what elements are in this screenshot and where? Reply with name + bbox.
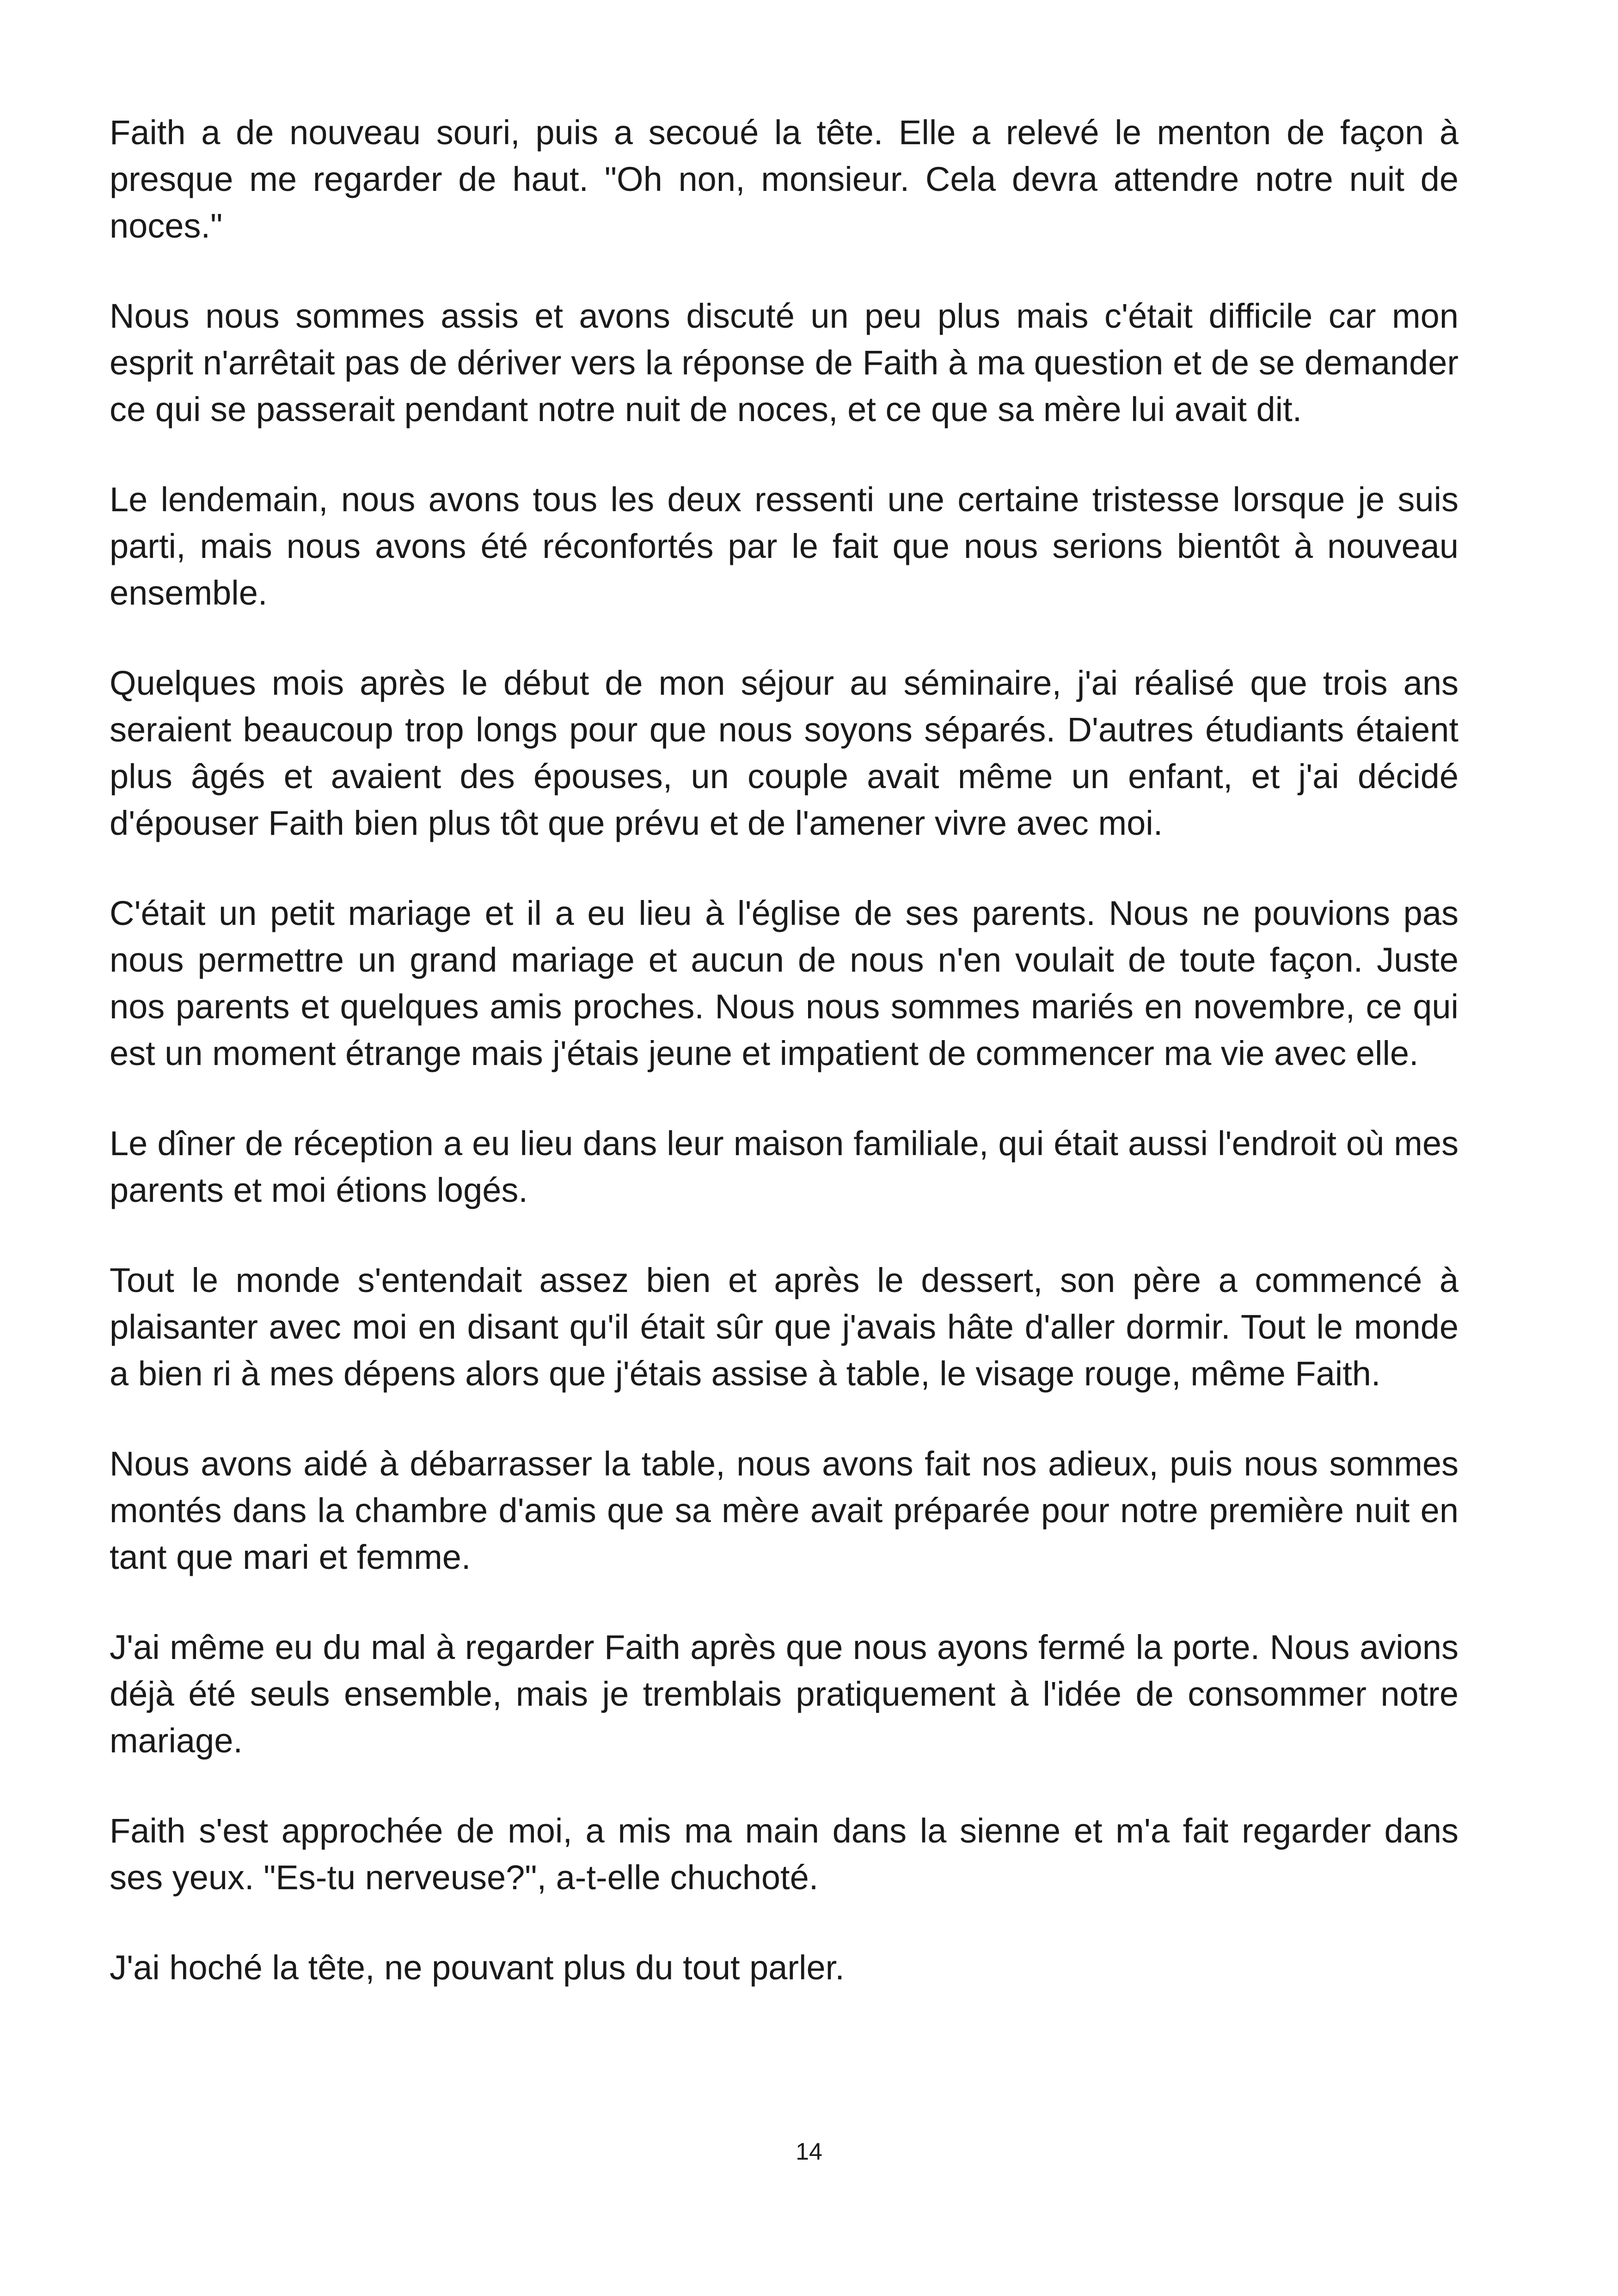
page-number: 14	[796, 2138, 822, 2165]
paragraph-10: Faith s'est approchée de moi, a mis ma main dans la sienne et m'a fait regarder dans ses yeux. "Es-tu nerveuse?", a-t-elle chuchoté.	[110, 1812, 1459, 1897]
paragraph-3: Le lendemain, nous avons tous les deux ressenti une certaine tristesse lorsque je suis parti, mais nous avons été réconfortés par le fait que nous serions bientôt à nouveau ensemble.	[110, 480, 1459, 612]
paragraph-8: Nous avons aidé à débarrasser la table, nous avons fait nos adieux, puis nous sommes montés dans la chambre d'amis que sa mère avait préparée pour notre première nuit en tant que mari et femme.	[110, 1445, 1459, 1576]
paragraph-4: Quelques mois après le début de mon séjour au séminaire, j'ai réalisé que trois ans seraient beaucoup trop longs pour que nous soyons séparés. D'autres étudiants étaient plus âgés et avaient des épouses, un couple avait même un enfant, et j'ai décidé d'épouser Faith bien plus tôt que prévu et de l'amener vivre avec moi.	[110, 664, 1459, 842]
paragraph-6: Le dîner de réception a eu lieu dans leur maison familiale, qui était aussi l'endroit où mes parents et moi étions logés.	[110, 1124, 1459, 1209]
paragraph-7: Tout le monde s'entendait assez bien et après le dessert, son père a commencé à plaisanter avec moi en disant qu'il était sûr que j'avais hâte d'aller dormir. Tout le monde a bien ri à mes dépens alors que j'étais assise à table, le visage rouge, même Faith.	[110, 1261, 1459, 1393]
paragraph-1: Faith a de nouveau souri, puis a secoué la tête. Elle a relevé le menton de façon à presque me regarder de haut. "Oh non, monsieur. Cela devra attendre notre nuit de noces."	[110, 113, 1459, 245]
paragraph-5: C'était un petit mariage et il a eu lieu à l'église de ses parents. Nous ne pouvions pas nous permettre un grand mariage et aucun de nous n'en voulait de toute façon. Juste nos parents et quelques amis proches. Nous nous sommes mariés en novembre, ce qui est un moment étrange mais j'étais jeune et impatient de commencer ma vie avec elle.	[110, 894, 1459, 1072]
paragraph-9: J'ai même eu du mal à regarder Faith après que nous ayons fermé la porte. Nous avions déjà été seuls ensemble, mais je tremblais pratiquement à l'idée de consommer notre mariage.	[110, 1628, 1459, 1760]
paragraph-2: Nous nous sommes assis et avons discuté un peu plus mais c'était difficile car mon esprit n'arrêtait pas de dériver vers la réponse de Faith à ma question et de se demander ce qui se passerait pendant notre nuit de noces, et ce que sa mère lui avait dit.	[110, 297, 1459, 429]
body-text	[110, 109, 1459, 1991]
paragraph-11: J'ai hoché la tête, ne pouvant plus du tout parler.	[110, 1948, 845, 1987]
